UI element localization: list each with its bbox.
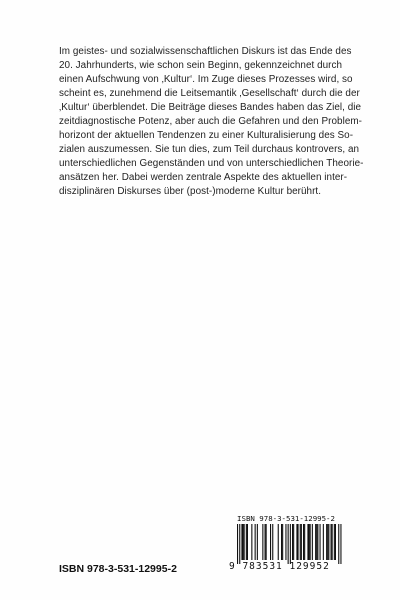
barcode-bar [262,524,263,560]
barcode-bar [316,524,317,560]
barcode-bar [338,524,339,564]
barcode-bar [301,524,302,560]
barcode-bar [257,524,258,560]
barcode-bar [270,524,271,560]
barcode-bar [307,524,308,560]
barcode-block [229,514,343,574]
barcode-bar [296,524,297,560]
blurb-text [59,45,364,199]
blurb-line: scheint es, zunehmend die Leitsemantik ‚Gesellschaft‘ durch die der [59,88,360,99]
barcode-bar [243,524,244,560]
isbn-label: ISBN 978-3-531-12995-2 [59,563,177,575]
barcode-caption: ISBN 978-3-531-12995-2 [237,514,335,523]
barcode-bar [292,524,293,560]
blurb-line: zialen auszumessen. Sie tun dies, zum Teil durchaus kontrovers, an [59,144,360,155]
barcode-bar [290,524,291,564]
barcode-bar [310,524,311,560]
barcode-bar [328,524,329,560]
barcode-bar [237,524,238,564]
barcode-bar [300,524,301,560]
barcode-bar [281,524,282,560]
barcode-bar [340,524,341,564]
barcode-bar [335,524,336,560]
barcode-bar [327,524,328,560]
barcode-bar [278,524,279,560]
barcode-bar [315,524,316,560]
blurb-line: einen Aufschwung von ‚Kultur‘. Im Zuge dieses Prozesses wird, so [59,74,353,85]
blurb-line: horizont der aktuellen Tendenzen zu einer Kulturalisierung des So- [59,130,354,141]
barcode-graphic [229,524,343,564]
barcode-bar [304,524,305,560]
barcode-bar [251,524,252,560]
barcode-bar [239,524,240,564]
barcode-bar [255,524,256,560]
blurb-line: unterschiedlichen Gegenständen und von unterschiedlichen Theorie- [59,158,364,169]
blurb-line: zeitdiagnostische Potenz, aber auch die Gefahren und den Problem- [59,116,362,127]
barcode-bar [334,524,335,560]
barcode-bar [331,524,332,560]
barcode-bar [312,524,313,560]
barcode-bar [288,524,289,564]
blurb-line: ansätzen her. Dabei werden zentrale Aspekte des aktuellen inter- [59,172,348,183]
barcode-bar [244,524,245,560]
barcode-bar [303,524,304,560]
barcode-bar [282,524,283,560]
barcode-bar [309,524,310,560]
barcode-bar [285,524,286,560]
barcode-bar [317,524,318,560]
barcode-bar [332,524,333,560]
barcode-digits: 9 783531 129952 [229,561,330,572]
blurb-line: Im geistes- und sozialwissenschaftlichen Diskurs ist das Ende des [59,46,352,57]
barcode-bar [272,524,273,560]
barcode-bar [326,524,327,560]
barcode-bar [293,524,294,560]
blurb-line: ‚Kultur‘ überblendet. Die Beiträge dieses Bandes haben das Ziel, die [59,102,362,113]
barcode-bar [246,524,247,560]
blurb-line: 20. Jahrhunderts, wie schon sein Beginn, gekennzeichnet durch [59,60,343,71]
barcode-bar [323,524,324,560]
barcode-bar [241,524,242,560]
barcode-bar [265,524,266,560]
barcode-bar [266,524,267,560]
blurb-line: disziplinären Diskurses über (post-)moderne Kultur berührt. [59,186,322,197]
barcode-bar [298,524,299,560]
barcode-bar [247,524,248,560]
barcode-bar [320,524,321,560]
